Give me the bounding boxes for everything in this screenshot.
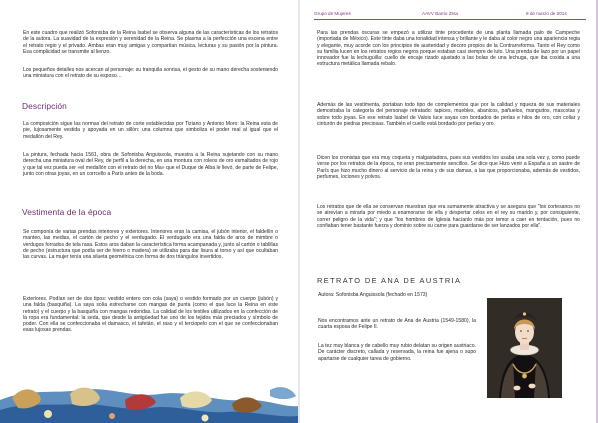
portraits-quote-paragraph: Los retratos que de ella se conservan muestran que era sumamente atractiva y se asegura que "los cortesanos no se atrevían a mirarla por miedo a enamorarse de ella y despertar celos en el rey su marido y, por consiguiente, correr peligro de la vida"; y que "los hombres de Iglesia hacíanlo más por temor a caer en tentación, pues no confiaban tener bastante fuerza y dominio sobre su carne para guardarse de ser lanzados por ella".	[317, 204, 580, 229]
vestimenta-paragraph-2: Exteriores. Podían ser de dos tipos: vestido entero con cola (saya) o vestido formado por un cuerpo (jubón) y una falda (basquiña). La saya solía estrecharse con mangas de punta (como el que luce la Reina en este retrato) y el cuerpo y la basquiña con mangas redondas. La calidad de los textiles utilizados en la confección de la ropa era fundamental: la seda, que desde la antigüedad fue uno de los tejidos más preciados y símbolo de poder. Con ella se confeccionaba el damasco, el tafetán, el raso y el terciopelo con el que se confeccionaban esas lujosas prendas.	[23, 296, 278, 334]
portrait-description-paragraph: La tez muy blanca y de cabello muy rubio delatan su origen austriaco. De carácter discreto, callada y reservada, la reina fue ajena o supo apartarse de cualquier tarea de gobierno.	[318, 343, 476, 362]
accessories-paragraph: Además de las vestimenta, portaban todo tipo de complementos que por la calidad y riqueza de sus materiales demostraba la categoría del personaje retratado: tapices, muebles, abanicos, pañuelos, manguitos, mascotas y sobre todo joyas. En ese retrato Isabel de Valois luce sayas con bordados de perlas e hilos de oro, con collar y cinturón de piedras preciosas. También el cuello está bordado por perlas y oro.	[317, 102, 580, 127]
ana-de-austria-portrait-image	[487, 298, 562, 398]
intro-paragraph-2: Los pequeños detalles nos acercan al personaje: su tranquila sonrisa, el gesto de su mano derecha sosteniendo una miniatura con el retrato de su esposo…	[23, 67, 278, 80]
header-date: 8 de marzo de 2014	[526, 11, 567, 16]
painting-strip-image	[0, 380, 298, 423]
header-rule	[314, 19, 586, 20]
left-page	[0, 0, 298, 423]
right-page	[300, 0, 598, 423]
chroniclers-paragraph: Dicen los cronistas que era muy coqueta y malgastadora, pues sus vestidos los usaba una sola vez y, como puede verse por los retratos de la época, no eran precisamente sencillos. Se dice que Hizo venir a España a un sastre de París que hizo mucho dinero al servicio de la reina y de sus damas, a las que proporcionaba, además de vestidos, perfumes, lociones y polvos.	[317, 155, 580, 180]
description-paragraph-2: La pintura, fechada hacia 1561, obra de Sofonisba Anguissola, muestra a la Reina sujetando con su mano derecha una miniatura oval del Rey, de perfil a la derecha, en una montura con roleos de oro esmaltados de rojo y que tal vez pueda ser «el medallón con el retrato del no Ma» que el Duque de Alba le llevó, de parte de Felipe, junto con otras joyas, en un corrcello a París antes de la boda.	[23, 152, 278, 177]
intro-paragraph: En este cuadro que realizó Sofonisba de la Reina Isabel se observa alguna de las características de los retratos de la autora. La suavidad de la expresión y serenidad de la Reina. Se plasma a la perfección una escena entre el retrato regio y el privado. Ambas eran muy amigas y compartían música, lecturas y su pasión por la pintura. Esa complicidad se transmite al lienzo.	[23, 30, 278, 55]
dark-garments-paragraph: Para las prendas oscuras se empezó a utilizar tinte procedente de una planta llamada palo de Campeche (importada de México). Este tinte daba una tonalidad intensa y brillante y le daba al color negro una apariencia regia y elegante, muy acorde con los principios de austeridad y decoro propios de la Contrarreforma. Tanto el Rey como su familia lucen en los retratos regios negros porque estaban casi siempre de luto. Una prenda de lazo por un papel innovador fue la lechuguilla: cuello de encaje rizado ajustado a las bolas de una lechuga, que iba cosida a una estructura metálica llamada rebalo.	[317, 30, 580, 68]
vestimenta-paragraph-1: Se componía de varias prendas interiores y exteriores. Interiores eran la camisa, el jubón interior, el faldellín o manteo, las medias, el cartón de pecho y el verdugado. El verdugado era una falda de aros de mimbre o verdugos forrados de tela rasa. Estos aros daban la característica forma acampanada y, junto al cartón o tablillas de pecho (estructura que podía ser de hierro o madera) se utilizaba para dar lisura al torso y así que ocultaban las curvas. La mujer tenía una silueta geométrica con forma de dos triángulos invertidos.	[23, 229, 279, 260]
header-group: Grupo de Mujeres	[314, 11, 351, 16]
portrait-heading: RETRATO DE ANA DE AUSTRIA	[317, 276, 462, 285]
portrait-intro-paragraph: Nos encontramos ante un retrato de Ana de Austria (1549-1580), la cuarta esposa de Felipe II.	[318, 318, 476, 331]
description-paragraph-1: La composición sigue las normas del retrato de corte establecidas por Tiziano y Antonio Moro: la Reina esta de pie, lujosamente vestida y apoyada en un sillón: una columna que simboliza el poder real al igual que el medallón del Rey.	[23, 121, 278, 140]
vestimenta-heading: Vestimenta de la época	[22, 207, 112, 217]
header-association: AAVV Barrio Zeta	[422, 11, 458, 16]
description-heading: Descripción	[22, 101, 67, 111]
portrait-author: Autora: Sofonisba Anguissola (fechado en 1573)	[318, 292, 428, 298]
